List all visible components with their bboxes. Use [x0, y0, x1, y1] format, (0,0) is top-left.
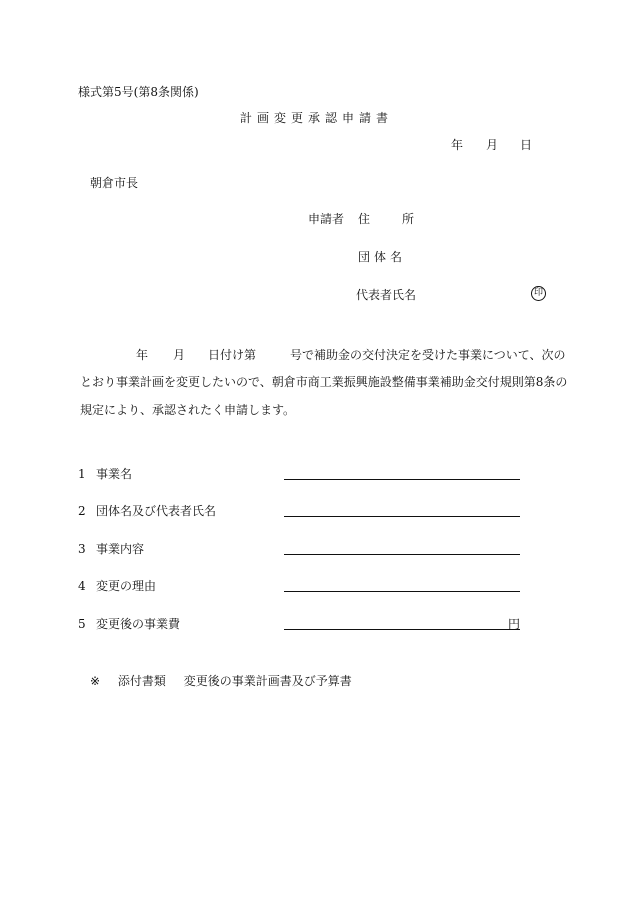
body-paragraph-line-2: とおり事業計画を変更したいので、朝倉市商工業振興施設整備事業補助金交付規則第8条の [80, 375, 568, 389]
item-label-changed-project-cost: 変更後の事業費 [96, 617, 181, 631]
body-line-1-text: 号で補助金の交付決定を受けた事業について、次の [290, 348, 566, 362]
address-label-part-2: 所 [402, 212, 415, 226]
form-number: 様式第5号(第8条関係) [78, 85, 199, 99]
date-month-label: 月 [486, 138, 499, 152]
item-label-group-and-representative: 団体名及び代表者氏名 [96, 504, 217, 518]
yen-unit: 円 [508, 617, 521, 631]
item-label-project-content: 事業内容 [96, 542, 145, 556]
body-paragraph-line-3: 規定により、承認されたく申請します。 [80, 403, 296, 417]
item-blank-line [284, 629, 520, 630]
item-number: 5 [78, 617, 86, 631]
item-blank-line [284, 479, 520, 480]
attachment-label: 添付書類 [117, 674, 166, 688]
document-title: 計画変更承認申請書 [240, 111, 394, 125]
applicant-label: 申請者 [308, 212, 345, 226]
item-blank-line [284, 554, 520, 555]
item-label-project-name: 事業名 [96, 467, 133, 481]
reference-mark: ※ [90, 674, 101, 688]
group-name-label: 団体名 [358, 250, 407, 264]
attachment-content: 変更後の事業計画書及び予算書 [183, 674, 352, 688]
attachment-note [90, 675, 366, 687]
item-number: 3 [78, 542, 86, 556]
item-blank-line [284, 591, 520, 592]
body-year-label: 年 [136, 348, 149, 362]
address-label-part-1: 住 [358, 212, 371, 226]
item-number: 1 [78, 467, 86, 481]
item-blank-line [284, 516, 520, 517]
body-dated-number-label: 日付け第 [208, 348, 257, 362]
seal-mark: 印 [531, 286, 546, 301]
date-year-label: 年 [451, 138, 464, 152]
body-month-label: 月 [173, 348, 186, 362]
item-number: 4 [78, 579, 86, 593]
representative-name-label: 代表者氏名 [356, 288, 417, 302]
item-label-reason-for-change: 変更の理由 [96, 579, 157, 593]
date-day-label: 日 [520, 138, 533, 152]
item-number: 2 [78, 504, 86, 518]
addressee: 朝倉市長 [90, 176, 139, 190]
